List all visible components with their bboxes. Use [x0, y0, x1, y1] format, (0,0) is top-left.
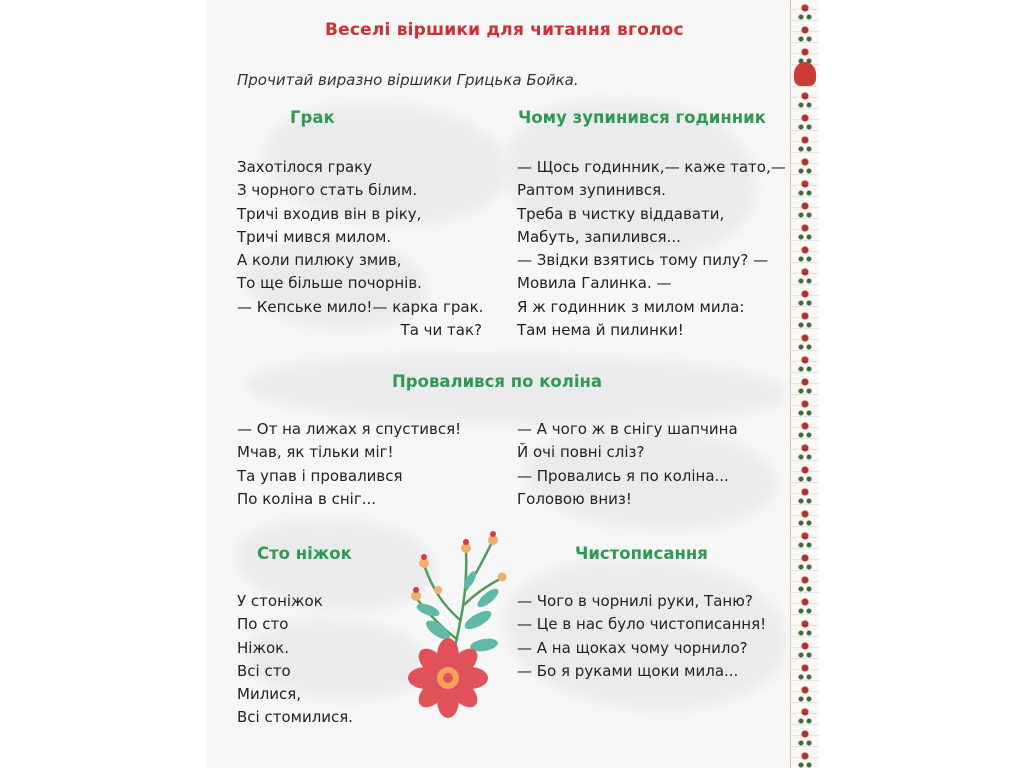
- poem-line: Я ж годинник з милом мила:: [517, 297, 745, 316]
- poem-line: — Провались я по коліна...: [517, 466, 729, 485]
- flower-illustration: [398, 510, 518, 720]
- poem-line: У стоніжок: [237, 592, 323, 610]
- poem-line: — Бо я руками щоки мила...: [517, 661, 739, 680]
- poem-knees-right: [517, 418, 738, 511]
- poem-line: З чорного стать білим.: [237, 181, 418, 200]
- poem-title-centipede: Сто ніжок: [257, 544, 352, 563]
- poem-line: — А чого ж в снігу шапчина: [517, 420, 738, 438]
- intro-prefix: Прочитай виразно віршики: [237, 71, 457, 89]
- poem-line: Й очі повні сліз?: [517, 443, 645, 462]
- intro-author: Грицька Бойка: [456, 71, 574, 89]
- poem-line: — Чого в чорнилі руки, Таню?: [517, 592, 753, 610]
- poem-grak: [237, 156, 482, 342]
- poem-clock: [517, 156, 786, 342]
- poem-line: Тричі мився милом.: [237, 227, 392, 246]
- poem-line: Мабуть, запилився...: [517, 227, 681, 246]
- poem-line: Тричі входив він в ріку,: [237, 204, 422, 223]
- poem-title-grak: Грак: [290, 108, 335, 127]
- poem-line: — Це в нас було чистописання!: [517, 615, 767, 634]
- poem-line: Треба в чистку віддавати,: [517, 204, 725, 223]
- poem-centipede: [237, 590, 353, 730]
- embroidery-border: [790, 0, 819, 768]
- poem-line: — Звідки взятись тому пилу? —: [517, 251, 769, 270]
- bell-flower-icon: [794, 62, 816, 86]
- poem-line: Ніжок.: [237, 638, 289, 657]
- poem-title-calligraphy: Чистописання: [575, 544, 708, 563]
- poem-line: Мчав, як тільки міг!: [237, 443, 394, 462]
- poem-line: А коли пилюку змив,: [237, 251, 402, 270]
- poem-line: Головою вниз!: [517, 489, 632, 508]
- poem-line: Милися,: [237, 685, 302, 704]
- poem-line: Там нема й пилинки!: [517, 321, 684, 340]
- poem-knees-left: [237, 418, 461, 511]
- poem-line: — От на лижах я спустився!: [237, 420, 462, 438]
- poem-title-knees: Провалився по коліна: [392, 372, 603, 391]
- poem-line: То ще більше почорнів.: [237, 274, 422, 293]
- poem-line: — А на щоках чому чорнило?: [517, 638, 748, 657]
- poem-line: Мовила Галинка. —: [517, 274, 672, 293]
- poem-line: По сто: [237, 615, 289, 634]
- intro-text: [237, 71, 579, 89]
- poem-line: Всі стомилися.: [237, 708, 354, 727]
- poem-line: Та упав і провалився: [237, 466, 403, 485]
- poem-line: По коліна в сніг...: [237, 489, 376, 508]
- poem-line: Раптом зупинився.: [517, 181, 666, 200]
- page-title: Веселі віршики для читання вголос: [325, 20, 684, 40]
- poem-line: Та чи так?: [400, 321, 482, 340]
- poem-calligraphy: [517, 590, 766, 683]
- poem-line: Захотілося граку: [237, 158, 373, 176]
- intro-suffix: .: [573, 71, 579, 89]
- poem-line: — Кепське мило!— карка грак.: [237, 297, 484, 316]
- poem-line: — Щось годинник,— каже тато,—: [517, 158, 786, 176]
- poem-title-clock: Чому зупинився годинник: [518, 108, 766, 127]
- poem-line: Всі сто: [237, 661, 291, 680]
